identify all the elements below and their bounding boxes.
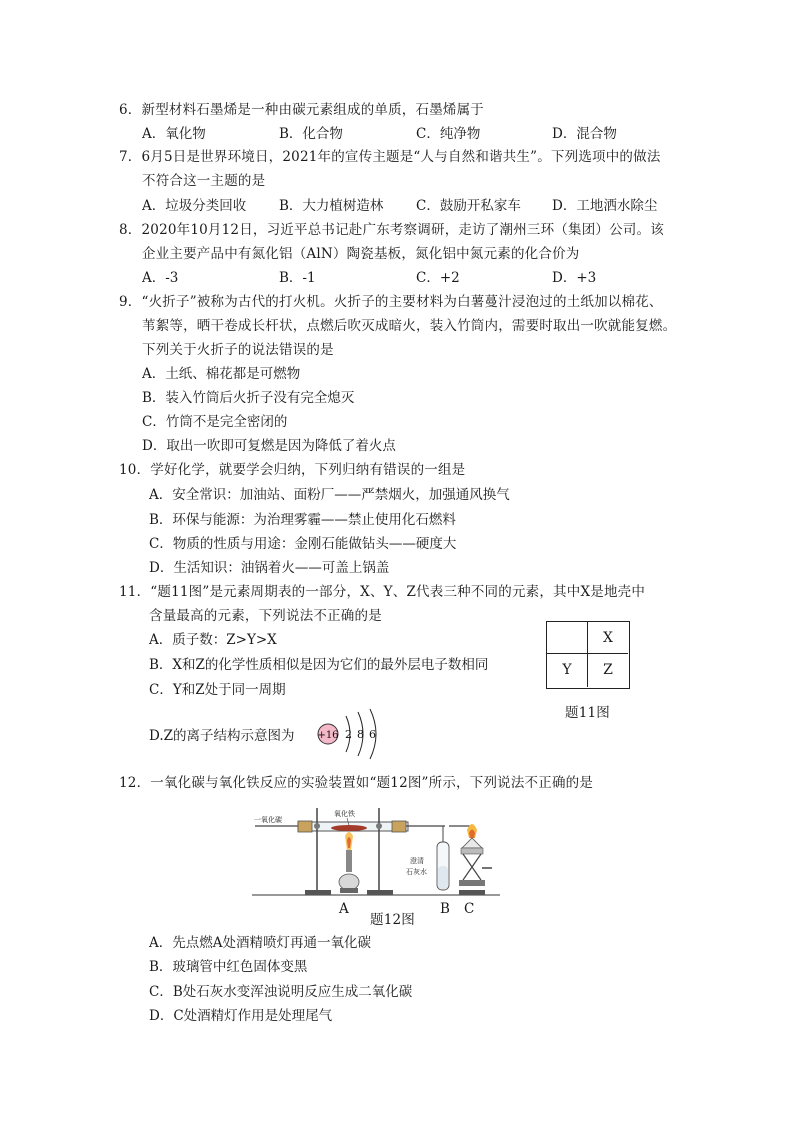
label-c: C <box>464 901 475 917</box>
ion-shell-2-electrons: 8 <box>357 728 364 741</box>
q6-option-c[interactable]: C．纯净物 <box>416 126 481 142</box>
q8-option-c[interactable]: C．+2 <box>416 270 460 286</box>
q8-stem-line2: 企业主要产品中有氮化铝（AlN）陶瓷基板，氮化铝中氮元素的化合价为 <box>142 246 580 262</box>
q11-stem: 11．“题11图”是元素周期表的一部分，X、Y、Z代表三种不同的元素，其中X是地壳中 <box>119 584 646 600</box>
q8-option-b[interactable]: B．-1 <box>279 270 316 286</box>
q6-option-b[interactable]: B．化合物 <box>279 126 343 142</box>
q10-option-a[interactable]: A．安全常识：加油站、面粉厂——严禁烟火，加强通风换气 <box>149 487 510 503</box>
ion-shell-1-electrons: 2 <box>345 728 352 741</box>
q12-option-c[interactable]: C．B处石灰水变浑浊说明反应生成二氧化碳 <box>149 984 413 1000</box>
q10-stem: 10．学好化学，就要学会归纳，下列归纳有错误的一组是 <box>119 462 466 478</box>
q7-stem: 7．6月5日是世界环境日，2021年的宣传主题是“人与自然和谐共生”。下列选项中的做法 <box>119 149 661 165</box>
q8-stem: 8．2020年10月12日，习近平总书记赴广东考察调研，走访了潮州三环（集团）公司。该 <box>119 222 664 238</box>
limewater-label-2: 石灰水 <box>406 868 427 876</box>
q11-option-d[interactable]: D.Z的离子结构示意图为 <box>149 728 295 744</box>
q9-stem-line3: 下列关于火折子的说法错误的是 <box>142 342 334 358</box>
q11-option-a[interactable]: A．质子数：Z>Y>X <box>149 632 277 648</box>
q12-option-d[interactable]: D．C处酒精灯作用是处理尾气 <box>149 1008 333 1024</box>
q12-stem: 12．一氧化碳与氧化铁反应的实验装置如“题12图”所示，下列说法不正确的是 <box>119 775 594 791</box>
q9-stem-line2: 苇絮等，晒干卷成长杆状，点燃后吹灭成暗火，装入竹筒内，需要时取出一吹就能复燃。 <box>142 318 677 334</box>
table-cell-empty <box>547 622 588 654</box>
label-b: B <box>440 901 451 917</box>
q7-option-c[interactable]: C．鼓励开私家车 <box>416 198 521 214</box>
periodic-table-fragment <box>546 621 630 689</box>
q10-option-b[interactable]: B．环保与能源：为治理雾霾——禁止使用化石燃料 <box>149 512 456 528</box>
q11-figure-caption: 题11图 <box>565 705 610 721</box>
table-cell-x: X <box>588 622 628 654</box>
table-cell-y: Y <box>547 654 588 687</box>
q7-stem-line2: 不符合这一主题的是 <box>142 173 266 189</box>
q8-option-a[interactable]: A．-3 <box>142 270 179 286</box>
q6-option-a[interactable]: A．氧化物 <box>142 126 206 142</box>
q6-option-d[interactable]: D．混合物 <box>552 126 617 142</box>
q11-option-b[interactable]: B．X和Z的化学性质相似是因为它们的最外层电子数相同 <box>149 657 489 673</box>
co-label: 一氧化碳 <box>254 816 282 824</box>
table-cell-z: Z <box>603 662 613 678</box>
q7-option-a[interactable]: A．垃圾分类回收 <box>142 198 247 214</box>
q10-option-d[interactable]: D．生活知识：油锅着火——可盖上锅盖 <box>149 560 390 576</box>
q12-figure-caption: 题12图 <box>370 912 415 928</box>
q7-option-d[interactable]: D．工地洒水除尘 <box>552 198 658 214</box>
q7-option-b[interactable]: B．大力植树造林 <box>279 198 384 214</box>
q9-option-a[interactable]: A．土纸、棉花都是可燃物 <box>142 366 301 382</box>
q6-stem: 6．新型材料石墨烯是一种由碳元素组成的单质，石墨烯属于 <box>119 102 484 118</box>
q9-option-b[interactable]: B．装入竹筒后火折子没有完全熄灭 <box>142 390 355 406</box>
q11-option-c[interactable]: C．Y和Z处于同一周期 <box>149 682 286 698</box>
co-fe2o3-apparatus-figure <box>250 800 510 910</box>
ion-shell-3-electrons: 6 <box>369 728 376 741</box>
q9-stem: 9．“火折子”被称为古代的打火机。火折子的主要材料为白薯蔓汁浸泡过的土纸加以棉花、 <box>119 294 663 310</box>
ion-structure-diagram <box>314 708 384 760</box>
label-a: A <box>339 901 349 917</box>
q9-option-d[interactable]: D．取出一吹即可复燃是因为降低了着火点 <box>142 438 396 454</box>
q8-option-d[interactable]: D．+3 <box>552 270 597 286</box>
q10-option-c[interactable]: C．物质的性质与用途：金刚石能做钻头——硬度大 <box>149 536 457 552</box>
q12-option-a[interactable]: A．先点燃A处酒精喷灯再通一氧化碳 <box>149 935 371 951</box>
q12-option-b[interactable]: B．玻璃管中红色固体变黑 <box>149 959 308 975</box>
q11-stem-line2: 含量最高的元素，下列说法不正确的是 <box>149 608 382 624</box>
fe2o3-label: 氧化铁 <box>334 810 355 818</box>
q9-option-c[interactable]: C．竹筒不是完全密闭的 <box>142 414 288 430</box>
ion-nucleus-label: +16 <box>317 730 339 741</box>
limewater-label-1: 澄清 <box>410 857 424 865</box>
